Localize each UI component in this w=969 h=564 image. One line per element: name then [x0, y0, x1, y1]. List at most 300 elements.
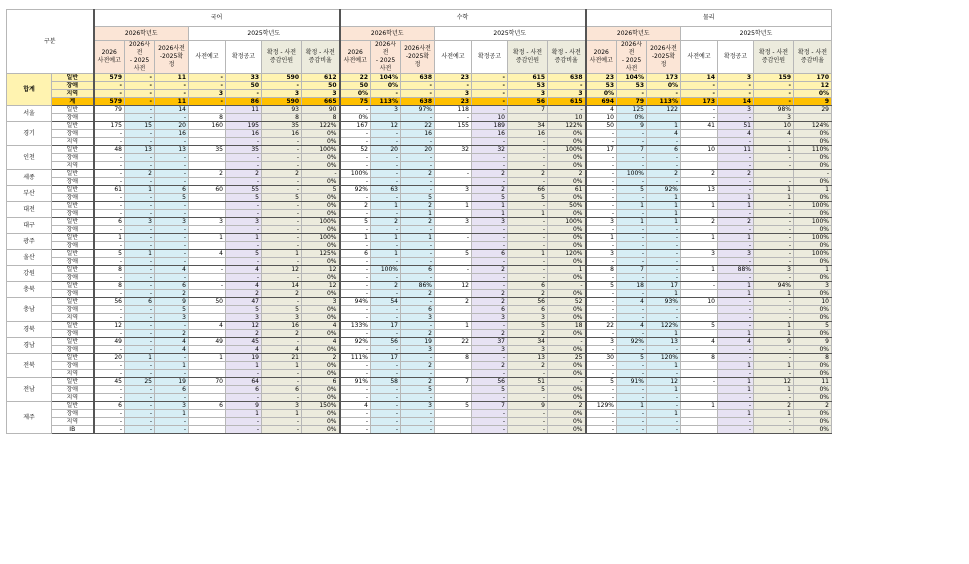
table-cell: - — [226, 226, 262, 234]
table-cell: 5 — [155, 194, 189, 202]
table-cell: - — [401, 370, 435, 378]
table-cell: - — [586, 178, 617, 186]
table-row — [7, 178, 832, 186]
table-cell: 97% — [401, 106, 435, 114]
table-cell: 110% — [794, 146, 832, 154]
table-cell: 3 — [401, 314, 435, 322]
table-cell: 3 — [302, 298, 340, 306]
table-cell — [435, 386, 472, 394]
table-cell: - — [508, 258, 548, 266]
table-cell: - — [681, 82, 718, 90]
table-cell: 5 — [226, 250, 262, 258]
table-cell: - — [718, 426, 754, 434]
type-label: 일반 — [52, 338, 94, 346]
table-cell — [189, 314, 226, 322]
table-cell — [435, 242, 472, 250]
table-cell: - — [371, 410, 401, 418]
table-cell: - — [647, 306, 681, 314]
table-cell: - — [647, 154, 681, 162]
type-label: 일반 — [52, 322, 94, 330]
table-cell: - — [617, 394, 647, 402]
table-cell — [94, 114, 125, 122]
table-cell: 5 — [472, 194, 508, 202]
table-cell: 2 — [262, 170, 302, 178]
table-row — [7, 194, 832, 202]
table-cell: - — [617, 426, 647, 434]
table-cell: - — [472, 162, 508, 170]
table-cell: 56 — [371, 338, 401, 346]
table-cell: 0% — [302, 226, 340, 234]
table-cell: - — [94, 162, 125, 170]
table-cell: - — [681, 114, 718, 122]
table-cell: - — [155, 178, 189, 186]
table-cell: - — [508, 162, 548, 170]
column-header: 2026사전 - 2025사전 — [617, 41, 647, 74]
table-cell — [435, 330, 472, 338]
type-label: 장애 — [52, 82, 94, 90]
table-cell: - — [262, 234, 302, 242]
table-cell: - — [125, 274, 155, 282]
table-cell: 16 — [262, 322, 302, 330]
table-cell: - — [754, 298, 794, 306]
table-cell: - — [262, 394, 302, 402]
table-cell: 0% — [302, 418, 340, 426]
table-cell: 1 — [647, 386, 681, 394]
table-cell: 7 — [617, 146, 647, 154]
table-cell: - — [226, 426, 262, 434]
table-cell: 1 — [647, 202, 681, 210]
table-cell — [435, 162, 472, 170]
table-row — [7, 170, 832, 178]
table-cell: - — [94, 226, 125, 234]
table-cell: 5 — [617, 354, 647, 362]
table-cell: - — [401, 186, 435, 194]
table-cell: 0% — [302, 138, 340, 146]
table-cell: - — [262, 162, 302, 170]
table-cell: 2 — [401, 218, 435, 226]
table-cell: - — [472, 370, 508, 378]
table-cell: 10 — [794, 298, 832, 306]
table-cell: 6 — [262, 386, 302, 394]
table-cell: 3 — [718, 106, 754, 114]
table-cell: 1 — [718, 282, 754, 290]
table-row — [7, 290, 832, 298]
table-cell: - — [508, 242, 548, 250]
table-cell: 1 — [155, 362, 189, 370]
region-label: 충남 — [7, 298, 52, 322]
table-cell: - — [262, 242, 302, 250]
table-cell: - — [586, 426, 617, 434]
table-cell: 52 — [548, 298, 586, 306]
table-cell: - — [262, 338, 302, 346]
table-row — [7, 218, 832, 226]
table-cell: - — [718, 162, 754, 170]
table-cell: 3 — [155, 314, 189, 322]
table-cell: 12 — [262, 266, 302, 274]
table-row — [7, 162, 832, 170]
table-cell: 8 — [794, 354, 832, 362]
table-cell: 13 — [647, 338, 681, 346]
table-cell: 0% — [302, 410, 340, 418]
table-cell: 0% — [548, 290, 586, 298]
table-cell: - — [371, 138, 401, 146]
table-cell: 14 — [262, 282, 302, 290]
table-cell: 100% — [548, 218, 586, 226]
table-cell: 1 — [226, 234, 262, 242]
table-cell: 14 — [155, 106, 189, 114]
table-cell: 20 — [401, 146, 435, 154]
table-cell: - — [94, 90, 125, 98]
table-cell: 49 — [94, 338, 125, 346]
table-row — [7, 426, 832, 434]
table-cell: - — [340, 330, 371, 338]
table-cell: 6 — [508, 306, 548, 314]
table-cell: 5 — [586, 378, 617, 386]
table-cell: - — [371, 258, 401, 266]
table-cell: 45 — [94, 378, 125, 386]
table-cell: 12 — [302, 282, 340, 290]
table-cell: 3 — [262, 314, 302, 322]
type-label: 일반 — [52, 378, 94, 386]
table-cell: 1 — [718, 234, 754, 242]
table-cell: 1 — [754, 330, 794, 338]
table-cell: 0% — [794, 154, 832, 162]
table-cell: - — [125, 82, 155, 90]
type-label: 일반 — [52, 234, 94, 242]
table-cell: - — [754, 314, 794, 322]
table-cell: 1 — [262, 362, 302, 370]
table-cell: 0% — [548, 362, 586, 370]
region-label: 경북 — [7, 322, 52, 338]
table-cell: 0% — [302, 314, 340, 322]
table-cell: 0% — [794, 426, 832, 434]
table-cell: - — [125, 106, 155, 114]
table-cell: 155 — [435, 122, 472, 130]
table-cell: 0% — [548, 162, 586, 170]
table-cell: 5 — [94, 250, 125, 258]
table-cell: 579 — [94, 98, 125, 106]
table-cell: 0% — [371, 82, 401, 90]
type-label: 일반 — [52, 298, 94, 306]
table-cell: 8 — [189, 114, 226, 122]
table-cell: - — [754, 370, 794, 378]
table-cell: - — [472, 274, 508, 282]
table-cell: - — [472, 410, 508, 418]
table-cell: 20 — [371, 146, 401, 154]
table-cell: - — [586, 226, 617, 234]
table-cell: - — [617, 138, 647, 146]
table-cell: 50 — [302, 82, 340, 90]
table-cell: - — [586, 130, 617, 138]
type-label: 일반 — [52, 122, 94, 130]
table-row — [7, 210, 832, 218]
table-cell: - — [371, 162, 401, 170]
table-cell: - — [647, 162, 681, 170]
table-cell: 2 — [401, 362, 435, 370]
table-cell: 1 — [681, 234, 718, 242]
table-cell: 2 — [189, 170, 226, 178]
table-cell: - — [401, 354, 435, 362]
table-cell: 16 — [262, 130, 302, 138]
table-cell: - — [94, 410, 125, 418]
table-cell: - — [262, 178, 302, 186]
table-cell: - — [754, 242, 794, 250]
table-cell: 0% — [794, 418, 832, 426]
table-cell: - — [371, 394, 401, 402]
table-cell: - — [754, 98, 794, 106]
table-cell: 2 — [472, 266, 508, 274]
table-cell — [681, 130, 718, 138]
table-cell: 6 — [94, 402, 125, 410]
table-cell: - — [401, 242, 435, 250]
table-cell: - — [647, 226, 681, 234]
table-cell: - — [401, 258, 435, 266]
table-cell — [189, 426, 226, 434]
table-cell: 22 — [435, 338, 472, 346]
table-cell: 0% — [794, 130, 832, 138]
table-cell: 50 — [226, 82, 262, 90]
table-cell: - — [718, 242, 754, 250]
table-cell: 35 — [189, 146, 226, 154]
table-cell: 6 — [155, 282, 189, 290]
table-cell: - — [94, 130, 125, 138]
table-cell: - — [472, 418, 508, 426]
column-header: 확정 - 사전 증감비율 — [302, 41, 340, 74]
table-cell: 4 — [681, 338, 718, 346]
table-cell: 1 — [125, 250, 155, 258]
table-cell: 48 — [94, 146, 125, 154]
table-cell: 3 — [226, 314, 262, 322]
table-cell: 0% — [302, 394, 340, 402]
table-cell: - — [647, 274, 681, 282]
table-cell: 0% — [302, 194, 340, 202]
table-cell: 0% — [548, 258, 586, 266]
table-cell: 4 — [155, 338, 189, 346]
table-cell: - — [371, 418, 401, 426]
table-cell: - — [125, 346, 155, 354]
table-cell: 5 — [401, 194, 435, 202]
table-cell: 47 — [226, 298, 262, 306]
table-cell: 1 — [754, 146, 794, 154]
table-cell: 1 — [647, 330, 681, 338]
table-cell — [189, 274, 226, 282]
type-label: IB — [52, 426, 94, 434]
table-cell: - — [226, 90, 262, 98]
table-cell: 2 — [508, 290, 548, 298]
table-cell: 2 — [401, 170, 435, 178]
table-cell: - — [94, 362, 125, 370]
table-cell: - — [371, 402, 401, 410]
table-row — [7, 226, 832, 234]
table-cell: - — [401, 394, 435, 402]
table-cell: 1 — [718, 362, 754, 370]
table-cell: - — [94, 274, 125, 282]
table-cell: - — [718, 154, 754, 162]
table-cell: 638 — [401, 74, 435, 82]
table-cell: 88% — [718, 266, 754, 274]
table-cell: - — [647, 346, 681, 354]
table-cell: - — [754, 202, 794, 210]
table-cell: - — [155, 210, 189, 218]
table-cell: - — [718, 274, 754, 282]
table-cell: 5 — [681, 322, 718, 330]
table-cell: - — [125, 234, 155, 242]
table-cell: - — [371, 154, 401, 162]
table-row — [7, 258, 832, 266]
table-cell: 0% — [302, 306, 340, 314]
table-cell: 93% — [647, 298, 681, 306]
table-cell: 1 — [435, 322, 472, 330]
column-header: 확정 - 사전 증감인원 — [508, 41, 548, 74]
table-cell: 5 — [617, 186, 647, 194]
table-cell — [681, 314, 718, 322]
table-cell: - — [681, 90, 718, 98]
table-cell: 0% — [548, 418, 586, 426]
table-cell: - — [340, 178, 371, 186]
table-cell: - — [371, 210, 401, 218]
table-cell: 0% — [794, 330, 832, 338]
table-cell: - — [617, 90, 647, 98]
table-cell: 12 — [435, 282, 472, 290]
table-cell: 124% — [794, 122, 832, 130]
table-cell: - — [401, 250, 435, 258]
table-cell: 2 — [794, 402, 832, 410]
table-cell: 61 — [94, 186, 125, 194]
column-header: 2026 사전예고 — [340, 41, 371, 74]
table-cell: 118 — [435, 106, 472, 114]
column-header: 2026 사전예고 — [586, 41, 617, 74]
table-cell: 0% — [302, 290, 340, 298]
table-cell: 34 — [508, 122, 548, 130]
table-cell: 0% — [548, 178, 586, 186]
table-cell: - — [155, 322, 189, 330]
table-row — [7, 234, 832, 242]
column-header: 확정 - 사전 증감인원 — [262, 41, 302, 74]
table-cell: 2 — [435, 298, 472, 306]
table-cell: - — [226, 138, 262, 146]
type-label: 장애 — [52, 114, 94, 122]
table-cell: 4 — [340, 402, 371, 410]
table-cell: 9 — [754, 338, 794, 346]
table-cell: 1 — [754, 362, 794, 370]
type-label: 장애 — [52, 290, 94, 298]
table-cell: 92% — [617, 338, 647, 346]
table-row — [7, 354, 832, 362]
table-row — [7, 138, 832, 146]
table-cell — [681, 306, 718, 314]
table-cell: - — [125, 402, 155, 410]
table-cell: 1 — [681, 402, 718, 410]
table-cell: - — [94, 242, 125, 250]
table-cell: - — [617, 362, 647, 370]
table-cell: - — [226, 178, 262, 186]
table-cell: 3 — [401, 402, 435, 410]
table-cell: - — [754, 346, 794, 354]
table-cell: - — [508, 370, 548, 378]
table-cell: 113% — [647, 98, 681, 106]
table-cell: 17 — [371, 354, 401, 362]
table-cell: - — [262, 370, 302, 378]
table-cell: - — [647, 90, 681, 98]
table-cell: 0% — [548, 410, 586, 418]
table-cell: - — [125, 154, 155, 162]
table-cell: 3 — [155, 218, 189, 226]
column-header: 2026사전 -2025확정 — [401, 41, 435, 74]
table-cell: - — [401, 154, 435, 162]
table-cell — [647, 114, 681, 122]
table-cell: - — [508, 418, 548, 426]
table-cell: 20 — [155, 122, 189, 130]
table-cell: - — [548, 82, 586, 90]
table-cell: 20 — [94, 354, 125, 362]
table-cell: - — [94, 82, 125, 90]
table-cell: 93 — [262, 106, 302, 114]
table-cell: 100% — [794, 202, 832, 210]
table-cell: 5 — [794, 322, 832, 330]
table-cell: - — [401, 162, 435, 170]
table-cell — [681, 330, 718, 338]
table-cell: 4 — [718, 130, 754, 138]
table-cell: - — [754, 210, 794, 218]
table-cell: - — [508, 146, 548, 154]
table-cell: - — [548, 378, 586, 386]
table-cell — [189, 330, 226, 338]
table-cell: 3 — [718, 74, 754, 82]
table-cell: 22 — [401, 122, 435, 130]
table-cell: 0% — [647, 82, 681, 90]
table-cell: 3 — [262, 402, 302, 410]
table-cell: 11 — [226, 106, 262, 114]
table-cell: 4 — [617, 322, 647, 330]
table-cell: - — [94, 210, 125, 218]
table-cell: - — [754, 394, 794, 402]
table-cell: - — [340, 290, 371, 298]
table-cell — [435, 130, 472, 138]
table-cell: 0% — [302, 258, 340, 266]
table-cell: 0% — [548, 242, 586, 250]
table-cell — [435, 138, 472, 146]
table-cell: - — [718, 394, 754, 402]
table-cell: - — [125, 362, 155, 370]
table-cell: - — [718, 418, 754, 426]
table-cell: - — [718, 138, 754, 146]
table-cell — [371, 114, 401, 122]
table-cell: 6 — [340, 250, 371, 258]
table-cell: - — [586, 418, 617, 426]
table-cell: 5 — [262, 306, 302, 314]
table-cell: 2 — [472, 170, 508, 178]
table-cell: - — [262, 298, 302, 306]
table-cell: 4 — [226, 282, 262, 290]
table-cell: - — [586, 210, 617, 218]
table-cell: - — [226, 258, 262, 266]
table-cell: 4 — [718, 338, 754, 346]
table-cell: 12 — [302, 266, 340, 274]
table-cell: - — [586, 410, 617, 418]
table-row — [7, 298, 832, 306]
table-row — [7, 274, 832, 282]
year-group-header: 2025학년도 — [189, 27, 340, 41]
table-cell: - — [302, 170, 340, 178]
table-cell — [681, 362, 718, 370]
table-cell: 13 — [155, 146, 189, 154]
table-cell: 4 — [155, 346, 189, 354]
table-cell: 1 — [226, 410, 262, 418]
table-cell: 0% — [548, 226, 586, 234]
table-cell: 5 — [262, 194, 302, 202]
table-cell: 5 — [302, 186, 340, 194]
type-label: 장애 — [52, 346, 94, 354]
